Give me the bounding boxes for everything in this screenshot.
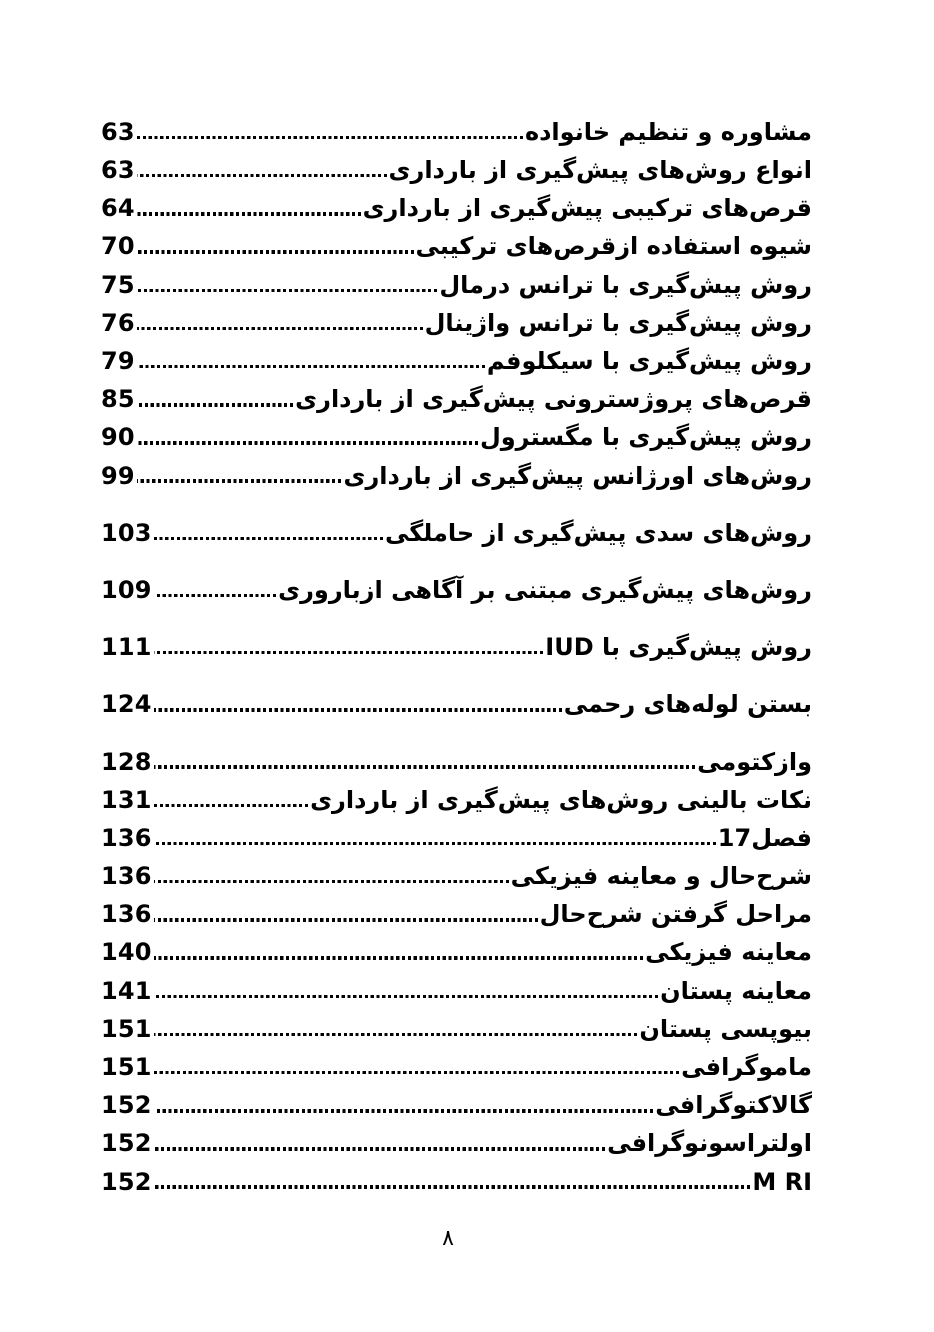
toc-entry-page: 152 <box>101 1167 152 1196</box>
toc-entry[interactable] <box>101 337 812 375</box>
toc-entry-title: روش پیش‌گیری با ترانس درمال <box>439 270 812 299</box>
toc-entry-page: 85 <box>101 385 135 414</box>
toc-entry-title: شیوه استفاده ازقرص‌های ترکیبی <box>415 232 812 261</box>
toc-entry-page: 136 <box>101 862 152 891</box>
toc-entry-title: ماموگرافی <box>681 1053 812 1081</box>
toc-entry-title: مراحل گرفتن شرح‌حال <box>539 900 812 929</box>
dotted-leader <box>154 1109 654 1112</box>
dotted-leader <box>154 880 509 883</box>
toc-entry[interactable] <box>101 261 812 299</box>
toc-entry-page: 63 <box>101 117 135 146</box>
toc-entry-title: قرص‌های پروژسترونی پیش‌گیری از بارداری <box>295 385 812 414</box>
toc-entry-title: روش پیش‌گیری با ترانس واژینال <box>424 308 812 337</box>
toc-entry-title: معاینه فیزیکی <box>645 938 812 967</box>
toc-entry-page: 141 <box>101 976 152 1005</box>
toc-entry-page: 90 <box>101 423 135 452</box>
dotted-leader <box>137 289 438 292</box>
dotted-leader <box>154 537 383 540</box>
dotted-leader <box>137 136 523 139</box>
toc-entry-page: 63 <box>101 156 135 185</box>
dotted-leader <box>154 651 544 654</box>
toc-entry-page: 109 <box>101 575 152 604</box>
toc-entry[interactable] <box>101 223 812 261</box>
dotted-leader <box>137 212 361 215</box>
dotted-leader <box>154 918 538 921</box>
toc-entry-page: 124 <box>101 690 152 719</box>
toc-entry-page: 111 <box>101 633 152 662</box>
toc-entry[interactable] <box>101 890 812 928</box>
toc-entry-title: روش پیش‌گیری با مگسترول <box>479 423 812 452</box>
toc-entry-page: 70 <box>101 232 135 261</box>
toc-entry-title: معاینه پستان <box>660 976 812 1005</box>
toc-entry-page: 152 <box>101 1091 152 1120</box>
toc-entry-title: فصل17 <box>717 823 812 852</box>
toc-entry[interactable] <box>101 414 812 452</box>
toc-entry-page: 151 <box>101 1014 152 1043</box>
dotted-leader <box>137 365 485 368</box>
toc-entry-page: 151 <box>101 1053 152 1081</box>
table-of-contents <box>101 108 812 1196</box>
toc-entry-page: 128 <box>101 747 152 776</box>
toc-entry[interactable] <box>101 108 812 146</box>
toc-entry-page: 99 <box>101 461 135 490</box>
dotted-leader <box>154 765 695 768</box>
toc-entry-page: 75 <box>101 270 135 299</box>
dotted-leader <box>137 479 342 482</box>
toc-entry[interactable] <box>101 1043 812 1081</box>
toc-entry[interactable] <box>101 146 812 184</box>
page-number: ۸ <box>442 1226 454 1251</box>
toc-entry-page: 136 <box>101 823 152 852</box>
toc-entry[interactable] <box>101 1120 812 1158</box>
toc-entry-title: بستن لوله‌های رحمی <box>563 690 812 719</box>
toc-entry-title: مشاوره و تنظیم خانواده <box>524 117 812 146</box>
toc-entry-title: گالاکتوگرافی <box>655 1091 812 1120</box>
toc-entry[interactable] <box>101 1005 812 1043</box>
toc-entry-page: 79 <box>101 347 135 375</box>
dotted-leader <box>154 842 716 845</box>
toc-entry-page: 131 <box>101 785 152 814</box>
dotted-leader <box>137 403 293 406</box>
toc-entry-page: 140 <box>101 938 152 967</box>
toc-entry-title: شرح‌حال و معاینه فیزیکی <box>510 862 812 891</box>
dotted-leader <box>137 441 478 444</box>
toc-entry[interactable] <box>101 299 812 337</box>
dotted-leader <box>137 327 423 330</box>
toc-entry-title: روش‌های پیش‌گیری مبتنی بر آگاهی ازباروری <box>278 575 812 604</box>
toc-entry[interactable] <box>101 509 812 547</box>
toc-entry[interactable] <box>101 184 812 222</box>
toc-entry-title: M RI <box>752 1167 812 1196</box>
toc-entry[interactable] <box>101 776 812 814</box>
dotted-leader <box>154 1071 679 1074</box>
toc-entry-title: روش پیش‌گیری با سیکلوفم <box>486 347 812 375</box>
toc-entry-title: روش‌های سدی پیش‌گیری از حاملگی <box>384 518 812 547</box>
dotted-leader <box>154 995 658 998</box>
toc-entry[interactable] <box>101 929 812 967</box>
toc-entry-page: 103 <box>101 518 152 547</box>
toc-entry[interactable] <box>101 852 812 890</box>
dotted-leader <box>154 1033 638 1036</box>
toc-entry-title: روش‌های اورژانس پیش‌گیری از بارداری <box>343 461 812 490</box>
toc-entry-title: اولتراسونوگرافی <box>607 1129 812 1158</box>
page-footer <box>0 1226 934 1251</box>
toc-entry-title: نکات بالینی روش‌های پیش‌گیری از بارداری <box>310 785 812 814</box>
toc-entry[interactable] <box>101 1081 812 1119</box>
toc-entry[interactable] <box>101 680 812 718</box>
toc-entry-title: بیوپسی پستان <box>639 1014 812 1043</box>
toc-entry-page: 64 <box>101 194 135 223</box>
toc-entry[interactable] <box>101 1158 812 1196</box>
dotted-leader <box>154 956 643 959</box>
toc-entry[interactable] <box>101 814 812 852</box>
toc-entry-title: وازکتومی <box>697 747 812 776</box>
toc-entry-title: روش پیش‌گیری با IUD <box>545 633 812 662</box>
toc-entry[interactable] <box>101 566 812 604</box>
dotted-leader <box>154 1147 605 1150</box>
toc-entry-title: قرص‌های ترکیبی پیش‌گیری از بارداری <box>362 194 812 223</box>
dotted-leader <box>154 804 308 807</box>
toc-entry-page: 152 <box>101 1129 152 1158</box>
toc-entry[interactable] <box>101 452 812 490</box>
toc-entry-page: 76 <box>101 308 135 337</box>
dotted-leader <box>154 1185 751 1188</box>
toc-entry[interactable] <box>101 623 812 661</box>
dotted-leader <box>137 174 387 177</box>
dotted-leader <box>154 594 276 597</box>
dotted-leader <box>137 250 414 253</box>
toc-entry[interactable] <box>101 967 812 1005</box>
toc-entry[interactable] <box>101 375 812 413</box>
dotted-leader <box>154 708 562 711</box>
toc-entry-title: انواع روش‌های پیش‌گیری از بارداری <box>388 156 812 185</box>
toc-entry[interactable] <box>101 738 812 776</box>
toc-entry-page: 136 <box>101 900 152 929</box>
